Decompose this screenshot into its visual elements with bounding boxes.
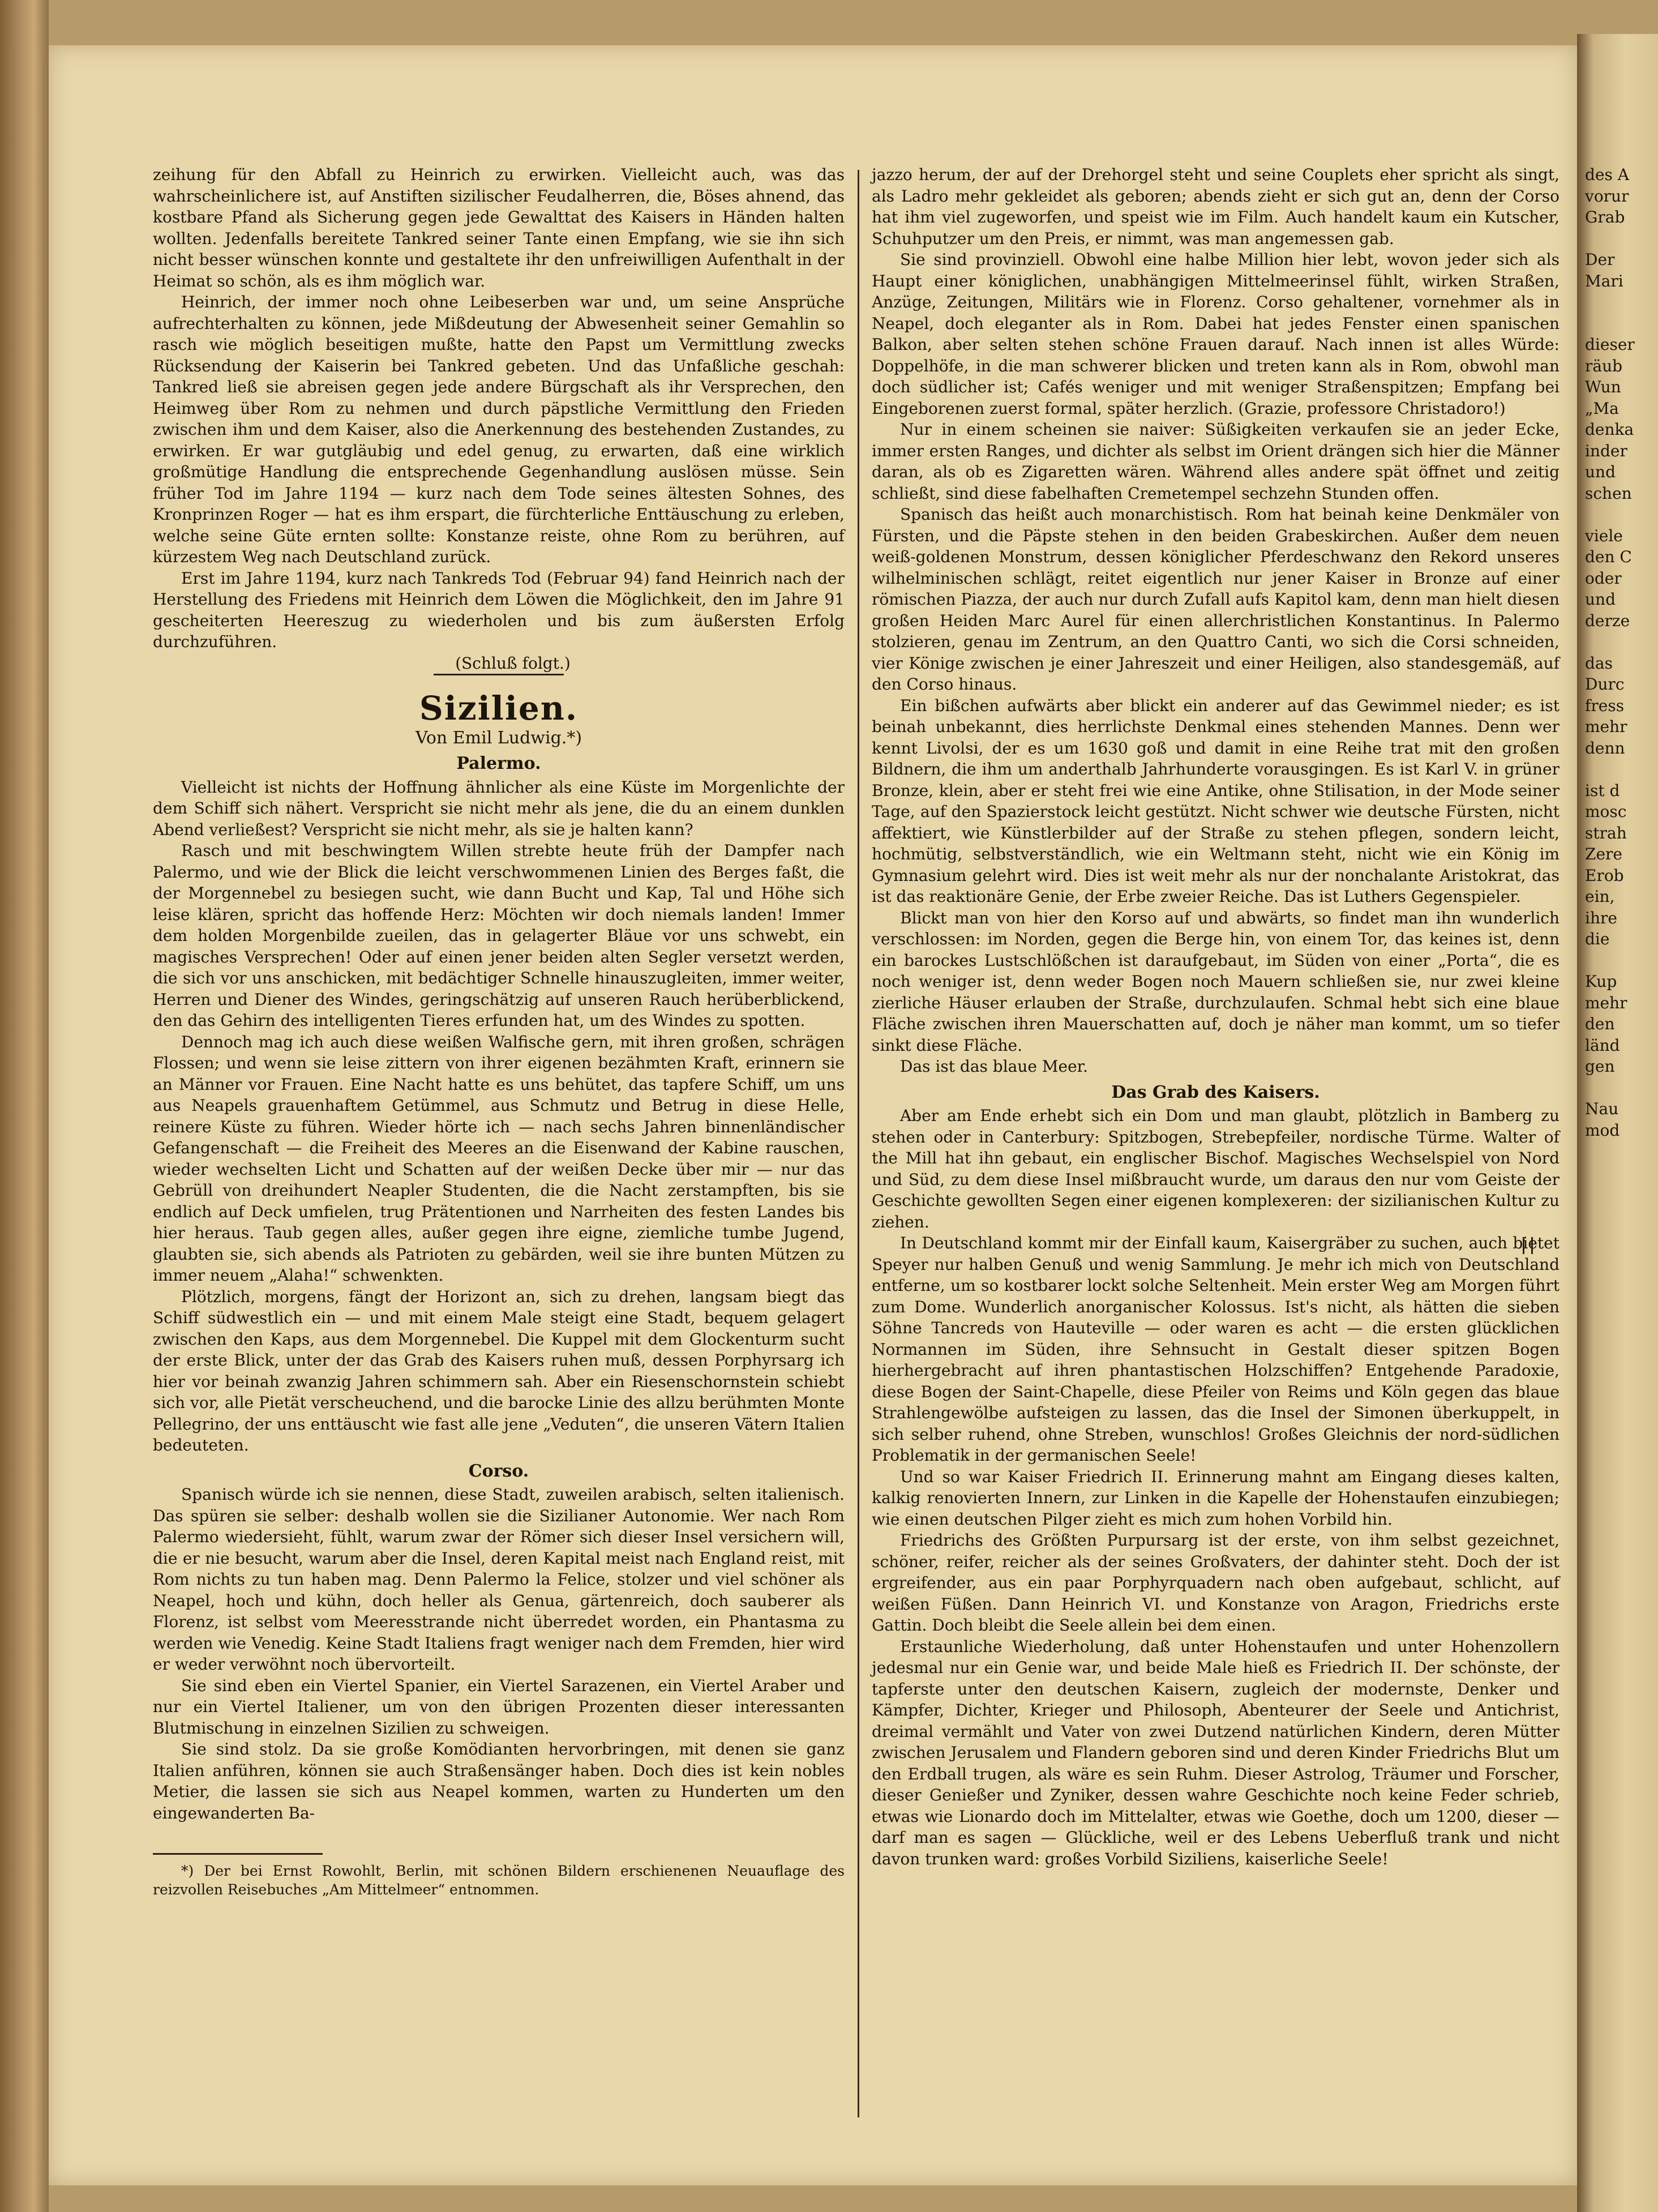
paragraph: Nur in einem scheinen sie naiver: Süßigkeiten verkaufen sie an jeder Ecke, immer ersten Ranges, und dichter als selbst im Orient drängen sich hier die Männer daran, als ob es Zigaretten wären. Während alles andere spät öffnet und zeitig schließt, sind diese fabelhaften Cremetempel sechzehn Stunden offen. (872, 420, 1560, 503)
facing-page-line: mehr (1585, 717, 1627, 736)
facing-page-line (1585, 631, 1658, 653)
paragraph: Aber am Ende erhebt sich ein Dom und man glaubt, plötzlich in Bamberg zu stehen oder in Canterbury: Spitzbogen, Strebepfeiler, nordische Türme. Walter of the Mill hat ihn gebaut, ein englischer Bischof. Magisches Wechselspiel von Nord und Süd, zu dem diese Insel mißbraucht wurde, um daraus den nur vom Geiste der Geschichte gewollten Segen einer eigenen komplexeren: der sizilianischen Kultur zu ziehen. (872, 1106, 1560, 1231)
facing-page-line (1585, 759, 1658, 780)
facing-page-line: Kup (1585, 972, 1617, 991)
paragraph: Erstaunliche Wiederholung, daß unter Hohenstaufen und unter Hohenzollern jedesmal nur ein Genie war, und beide Male hieß es Friedrich II. Der schönste, der tapferste unter den deutschen Kaisern, zugleich der modernste, Denker und Kämpfer, Dichter, Krieger und Philosoph, Abenteurer der Seele und Antichrist, dreimal vermählt und Vater von zwei Dutzend natürlichen Kindern, deren Mütter zwischen Jerusalem und Flandern geboren sind und deren Kinder Friedrichs Blut um den Erdball trugen, als wäre es sein Ruhm. Dieser Astrolog, Träumer und Forscher, dieser Genießer und Zyniker, dessen wahre Geschichte noch keine Feder schrieb, etwas wie Lionardo doch im Mittelalter, etwas wie Goethe, doch um 1200, dieser — darf man es sagen — Glückliche, weil er des Lebens Ueberfluß trank und nicht davon trunken ward: großes Vorbild Siziliens, kaiserliche Seele! (872, 1637, 1560, 1868)
facing-page-line: mod (1585, 1120, 1620, 1140)
facing-page-line: mosc (1585, 802, 1627, 821)
section-heading-palermo: Palermo. (456, 754, 541, 773)
column-divider (858, 170, 859, 2117)
article-byline: Von Emil Ludwig.*) (415, 728, 582, 748)
paragraph: Das ist das blaue Meer. (900, 1057, 1088, 1076)
paragraph: Rasch und mit beschwingtem Willen strebte heute früh der Dampfer nach Palermo, und wie der Blick die leicht verschwommenen Linien des Berges faßt, die der Morgennebel zu besiegen sucht, wie dann Bucht und Kap, Tal und Höhe sich leise klären, spricht das hoffende Herz: Möchten wir doch niemals landen! Immer dem holden Morgenbilde zueilen, das in gelagerter Bläue vor uns schwebt, ein magisches Versprechen! Oder auf einen jener beiden alten Segler versetzt werden, die sich vor uns anschicken, mit bedächtiger Schnelle hinauszugleiten, immer weiter, Herren und Diener des Windes, geringschätzig auf unseren Rauch herüberblickend, den das Gehirn des intelligenten Tieres erfunden hat, um des Windes zu spotten. (153, 841, 845, 1030)
paragraph: Friedrichs des Größten Purpursarg ist der erste, von ihm selbst gezeichnet, schöner, reifer, reicher als der seines Großvaters, der dahinter steht. Doch der ist ergreifender, aus ein paar Porphyrquadern nach oben aufgebaut, schlicht, auf weißen Füßen. Dann Heinrich VI. und Konstanze von Aragon, Friedrichs erste Gattin. Doch bleibt die Seele allein bei dem einen. (872, 1531, 1560, 1635)
section-heading-grab: Das Grab des Kaisers. (1111, 1082, 1320, 1102)
facing-page-line: Der (1585, 250, 1615, 269)
facing-page-line: derze (1585, 611, 1630, 630)
facing-page-line: und (1585, 463, 1616, 481)
paragraph: Und so war Kaiser Friedrich II. Erinnerung mahnt am Eingang dieses kalten, kalkig renovierten Innern, zur Linken in die Kapelle der Hohenstaufen einzubiegen; wie einen deutschen Pilger zieht es mich zum hohen Vorbild hin. (872, 1467, 1560, 1529)
facing-page-line: mehr (1585, 993, 1627, 1012)
text-column-right (872, 164, 1560, 1869)
facing-page-line: oder (1585, 568, 1622, 588)
facing-page-text (1585, 164, 1658, 1141)
facing-page-line: räub (1585, 356, 1623, 375)
section-heading-corso: Corso. (468, 1461, 529, 1481)
article-title: Sizilien. (419, 689, 579, 728)
facing-page-line (1585, 292, 1658, 313)
facing-page-line (1585, 504, 1658, 525)
facing-page-line: den (1585, 1015, 1615, 1033)
paragraph: Vielleicht ist nichts der Hoffnung ähnlicher als eine Küste im Morgenlichte der dem Schiff sich nähert. Verspricht sie nicht mehr als jene, die du an einem dunklen Abend verließest? Verspricht sie nicht mehr, als sie je halten kann? (153, 777, 845, 839)
facing-page-line: Erob (1585, 866, 1624, 885)
facing-page-line: das (1585, 653, 1613, 673)
paragraph: Ein bißchen aufwärts aber blickt ein anderer auf das Gewimmel nieder; es ist beinah unbekannt, dies herrlichste Denkmal eines stehenden Mannes. Denn wer kennt Livolsi, der es um 1630 goß und damit in eine Reihe trat mit den großen Bildnern, die ihm um anderthalb Jahrhunderte vorausgingen. Es ist Karl V. in grüner Bronze, klein, aber er steht frei wie eine Antike, ohne Stilisation, in der Mode seiner Tage, auf den Spazierstock leicht gestützt. Nicht schwer wie deutsche Fürsten, nicht affektiert, wie Künstlerbilder auf der Straße zu stehen pflegen, sondern leicht, hochmütig, selbstverständlich, wie ein Weltmann steht, nicht wie ein König im Gymnasium gelehrt wird. Dies ist weit mehr als nur der nonchalante Aristokrat, das ist das reaktionäre Genie, der Erbe zweier Reiche. Das ist Luthers Gegenspieler. (872, 696, 1560, 906)
facing-page-line (1585, 1077, 1658, 1099)
paragraph: Spanisch würde ich sie nennen, diese Stadt, zuweilen arabisch, selten italienisch. Das spüren sie selber: deshalb wollen sie die Sizilianer Autonomie. Wer nach Rom Palermo wiedersieht, fühlt, warum zwar der Römer sich dieser Insel versichern will, die er nie besucht, warum aber die Insel, deren Kapital meist nach England reist, mit Rom nichts zu tun haben mag. Denn Palermo la Felice, stolzer und viel schöner als Neapel, hoch und kühn, doch heller als Genua, gärtenreich, doch sauberer als Florenz, ist selbst vom Meeresstrande nicht überredet worden, ein Phantasma zu werden wie Venedig. Keine Stadt Italiens fragt weniger nach dem Fremden, hier wird er weder verwöhnt noch übervorteilt. (153, 1485, 845, 1674)
paragraph: Heinrich, der immer noch ohne Leibeserben war und, um seine Ansprüche aufrechterhalten zu können, jede Mißdeutung der Abwesenheit seiner Gemahlin so rasch wie möglich beseitigen mußte, hatte den Papst um Vermittlung zwecks Rücksendung der Kaiserin bei Tankred gebeten. Und das Unfaßliche geschah: Tankred ließ sie abreisen gegen jede andere Bürgschaft als ihr Versprechen, den Heimweg über Rom zu nehmen und durch päpstliche Vermittlung den Frieden zwischen ihm und dem Kaiser, also die Anerkennung des bestehenden Zustandes, zu erwirken. Er war gutgläubig und edel genug, zu erwarten, daß eine wirklich großmütige Handlung die entsprechende Gegenhandlung auslösen müsse. Sein früher Tod im Jahre 1194 — kurz nach dem Tode seines ältesten Sohnes, des Kronprinzen Roger — hat es ihm erspart, die fürchterliche Enttäuschung zu erleben, welche seine Güte ernten sollte: Konstanze reiste, ohne Rom zu berühren, auf kürzestem Weg nach Deutschland zurück. (153, 293, 845, 566)
facing-page-line: Zere (1585, 845, 1622, 863)
facing-page-line: ihre (1585, 908, 1617, 927)
facing-page-line: den C (1585, 547, 1632, 566)
facing-page-line (1585, 228, 1658, 250)
continuation-note: (Schluß folgt.) (455, 653, 571, 673)
facing-page-line (1585, 950, 1658, 972)
facing-page-line: Wun (1585, 378, 1621, 396)
paragraph: Dennoch mag ich auch diese weißen Walfische gern, mit ihren großen, schrägen Flossen; und wenn sie leise zittern von ihrer eigenen bezähmten Kraft, erinnern sie an Männer vor Frauen. Eine Nacht hatte es uns behütet, das tapfere Schiff, um uns aus Neapels grauenhaftem Getümmel, aus Schmutz und Betrug in diese Helle, reinere Küste zu führen. Wieder hörte ich — nach sechs Jahren binnenländischer Gefangenschaft — die Freiheit des Meeres an die Eisenwand der Kabine rauschen, wieder wechselten Licht und Schatten auf der weißen Decke über mir — nur das Gebrüll von dreihundert Neapler Studenten, die die Nacht zerstampften, bis sie endlich auf Deck umfielen, trug Prätentionen und Narrheiten des festen Landes bis hier heraus. Taub gegen alles, außer gegen ihre eigne, ziemliche tumbe Jugend, glaubten sie, sich abends als Patrioten zu gebärden, weil sie ihre bunten Mützen zu immer neuem „Alaha!“ schwenkten. (153, 1032, 845, 1285)
facing-page-line: ein, (1585, 887, 1615, 906)
facing-page-line: die (1585, 930, 1610, 948)
facing-page-line: denn (1585, 738, 1625, 758)
paragraph: Plötzlich, morgens, fängt der Horizont an, sich zu drehen, langsam biegt das Schiff südwestlich ein — und mit einem Male steigt eine Stadt, bequem gelagert zwischen den Kaps, aus dem Morgennebel. Die Kuppel mit dem Glockenturm sucht der erste Blick, unter der das Grab des Kaisers ruhen muß, dessen Porphyrsarg ich hier vor beinah zwanzig Jahren schimmern sah. Aber ein Riesenschornstein schiebt sich vor, alle Pietät verscheuchend, und die barocke Linie des allzu berühmten Monte Pellegrino, der uns enttäuscht wie fast alle jene „Veduten“, die unseren Vätern Italien bedeuteten. (153, 1287, 845, 1454)
footnote: *) Der bei Ernst Rowohlt, Berlin, mit schönen Bildern erschienenen Neuauflage des reizvollen Reisebuches „Am Mittelmeer“ entnommen. (153, 1863, 845, 1898)
facing-page-line (1585, 313, 1658, 335)
facing-page-line: dieser (1585, 335, 1635, 354)
facing-page-line: Mari (1585, 271, 1623, 290)
facing-page-line: denka (1585, 420, 1634, 439)
facing-page-line: Durc (1585, 675, 1625, 694)
paragraph: Sie sind provinziell. Obwohl eine halbe Million hier lebt, wovon jeder sich als Haupt einer königlichen, unabhängigen Mittelmeerinsel fühlt, wirken Straßen, Anzüge, Zeitungen, Militärs wie in Florenz. Corso gehaltener, vornehmer als in Neapel, doch eleganter als in Rom. Dabei hat jedes Fenster einen spanischen Balkon, aber selten stehen schöne Frauen darauf. Nach innen ist alles Würde: Doppelhöfe, in die man schwerer blicken und treten kann als in Rom, obwohl man doch südlicher ist; Cafés weniger und mit weniger Straßenspitzen; Empfang bei Eingeborenen zuerst formal, später herzlich. (Grazie, professore Christadoro!) (872, 250, 1560, 418)
book-binding-edge (0, 0, 49, 2212)
section-rule (434, 674, 564, 675)
facing-page-line: fress (1585, 696, 1625, 715)
facing-page-line: vorur (1585, 186, 1629, 206)
binding-lines (11, 51, 46, 2163)
paragraph: jazzo herum, der auf der Drehorgel steht und seine Couplets eher spricht als singt, als Ladro mehr gekleidet als geboren; abends zieht er sich gut an, denn der Corso hat ihm viel zugeworfen, und speist wie im Film. Auch handelt kaum ein Kutscher, Schuhputzer um den Preis, er nimmt, was man angemessen gab. (872, 165, 1560, 248)
facing-page-line: gen (1585, 1057, 1615, 1076)
facing-page-line: ist d (1585, 781, 1620, 800)
facing-page-line: strah (1585, 823, 1627, 842)
facing-page-line: inder (1585, 441, 1627, 460)
paragraph: In Deutschland kommt mir der Einfall kaum, Kaisergräber zu suchen, auch bietet Speyer nur halben Genuß und wenig Sammlung. Je mehr ich mich von Deutschland entferne, um so kostbarer lockt solche Seltenheit. Mein erster Weg am Morgen führt zum Dome. Wunderlich anorganischer Kolossus. Ist's nicht, als hätten die sieben Söhne Tancreds von Hauteville — oder waren es acht — die ersten glücklichen Normannen im Süden, ihre Sehnsucht in Gestalt dieser spitzen Bogen hierhergebracht auf ihren phantastischen Holzschiffen? Entgehende Paradoxie, diese Bogen der Saint-Chapelle, diese Pfeiler von Reims und Köln gegen das blaue Strahlengewölbe aufsteigen zu lassen, das die Insel der Simonen überkuppelt, in sich selber ruhend, ohne Streben, wunschlos! Großes Gleichnis der nord-südlichen Problematik in der germanischen Seele! (872, 1234, 1560, 1465)
text-column-left (153, 164, 845, 1899)
paragraph: Sie sind eben ein Viertel Spanier, ein Viertel Sarazenen, ein Viertel Araber und nur ein Viertel Italiener, um von den übrigen Prozenten dieser interessanten Blutmischung in einzelnen Sizilien zu schweigen. (153, 1676, 845, 1738)
facing-page-line: viele (1585, 526, 1623, 545)
facing-page-line: „Ma (1585, 399, 1619, 418)
paragraph: Spanisch das heißt auch monarchistisch. Rom hat beinah keine Denkmäler von Fürsten, und die Päpste stehen in den beiden Grabeskirchen. Außer dem neuen weiß-goldenen Monstrum, dessen königlicher Pferdeschwanz den Rekord unseres wilhelminischen schlägt, reitet eigentlich nur jener Kaiser in Bronze auf einer römischen Piazza, der auch nur durch Zufall aufs Kapitol kam, denn man hielt diesen großen Heiden Marc Aurel für einen allerchristlichen Konstantinus. In Palermo stolzieren, genau im Zentrum, an den Quattro Canti, wo sich die Corsi schneiden, vier Könige zwischen je einer Jahreszeit und einer Heiligen, also standesgemäß, auf den Corso hinaus. (872, 505, 1560, 694)
facing-page-line: Grab (1585, 208, 1625, 226)
facing-page-line: schen (1585, 484, 1632, 503)
facing-page-line: Nau (1585, 1099, 1619, 1118)
paragraph: Erst im Jahre 1194, kurz nach Tankreds Tod (Februar 94) fand Heinrich nach der Herstellung des Friedens mit Heinrich dem Löwen die Möglichkeit, den im Jahre 91 gescheiterten Heereszug zu wiederholen und bis zum äußersten Erfolg durchzuführen. (153, 568, 845, 651)
paragraph: Sie sind stolz. Da sie große Komödianten hervorbringen, mit denen sie ganz Italien anführen, können sie auch Straßensänger haben. Doch dies ist kein nobles Metier, die lassen sie sich aus Neapel kommen, warten zu Hunderten um den eingewanderten Ba- (153, 1740, 845, 1822)
facing-page-line: länd (1585, 1036, 1620, 1055)
facing-page-line: des A (1585, 165, 1629, 184)
paragraph: Blickt man von hier den Korso auf und abwärts, so findet man ihn wunderlich verschlossen: im Norden, gegen die Berge hin, von einem Tor, das keines ist, denn ein barockes Lustschlößchen ist daraufgebaut, im Süden von einer „Porta“, die es noch weniger ist, denn weder Bogen noch Mauern schließen sie, nur zwei kleine zierliche Häuser erlauben der Straße, durchzulaufen. Schmal hebt sich eine blaue Fläche zwischen ihren Mauerschatten auf, doch je näher man kommt, um so tiefer sinkt diese Fläche. (872, 908, 1560, 1055)
paragraph: zeihung für den Abfall zu Heinrich zu erwirken. Vielleicht auch, was das wahrscheinlichere ist, auf Anstiften sizilischer Feudalherren, die, Böses ahnend, das kostbare Pfand als Sicherung gegen jede Gewalttat des Kaisers in Händen halten wollten. Jedenfalls bereitete Tankred seiner Tante einen Empfang, wie sie ihn sich nicht besser wünschen konnte und gestaltete ihr den unfreiwilligen Aufenthalt in der Heimat so schön, als es ihm möglich war. (153, 165, 845, 290)
footnote-rule (153, 1853, 323, 1855)
facing-page-line: und (1585, 590, 1616, 609)
